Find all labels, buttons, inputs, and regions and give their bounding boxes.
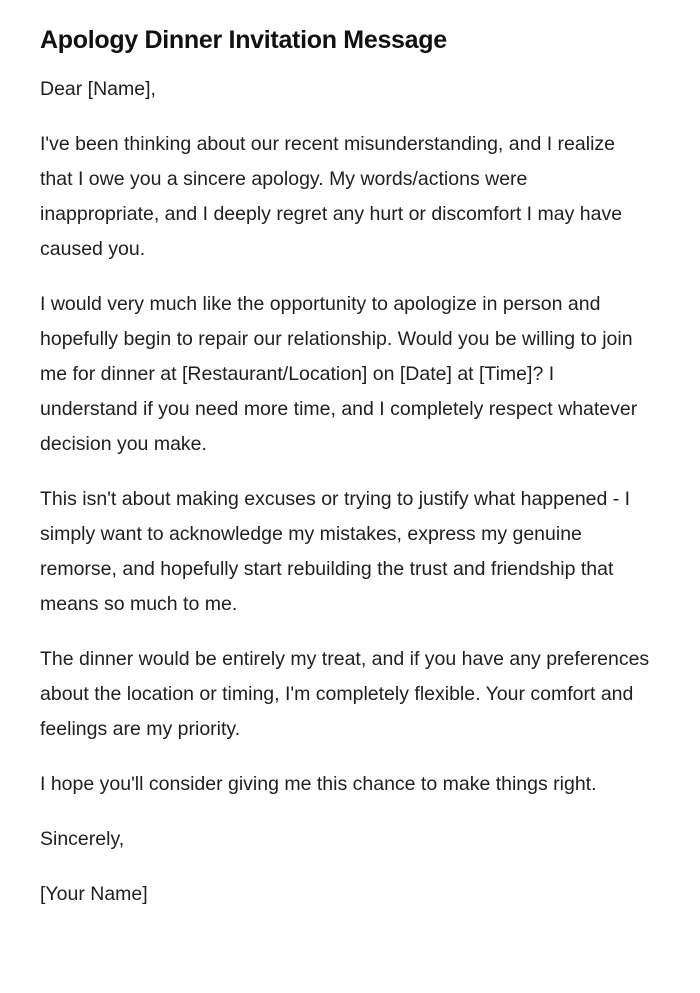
paragraph-5: I hope you'll consider giving me this chance to make things right. [40,773,597,795]
signature: [Your Name] [40,883,148,905]
closing: Sincerely, [40,828,125,850]
salutation: Dear [Name], [40,78,156,100]
document-page [40,22,650,932]
document-title: Apology Dinner Invitation Message [40,26,447,54]
paragraph-3: This isn't about making excuses or trying to justify what happened - I simply want to acknowledge my mistakes, express my genuine remorse, and hopefully start rebuilding the trust and friendship that means so much to me. [40,488,631,615]
paragraph-2: I would very much like the opportunity to apologize in person and hopefully begin to repair our relationship. Would you be willing to join me for dinner at [Restaurant/Location] on [Date] at [Time]? I understand if you need more time, and I completely respect whatever decision you make. [40,293,638,455]
paragraph-1: I've been thinking about our recent misunderstanding, and I realize that I owe you a sincere apology. My words/actions were inappropriate, and I deeply regret any hurt or discomfort I may have caused you. [40,133,623,260]
paragraph-4: The dinner would be entirely my treat, and if you have any preferences about the location or timing, I'm completely flexible. Your comfort and feelings are my priority. [40,648,650,740]
